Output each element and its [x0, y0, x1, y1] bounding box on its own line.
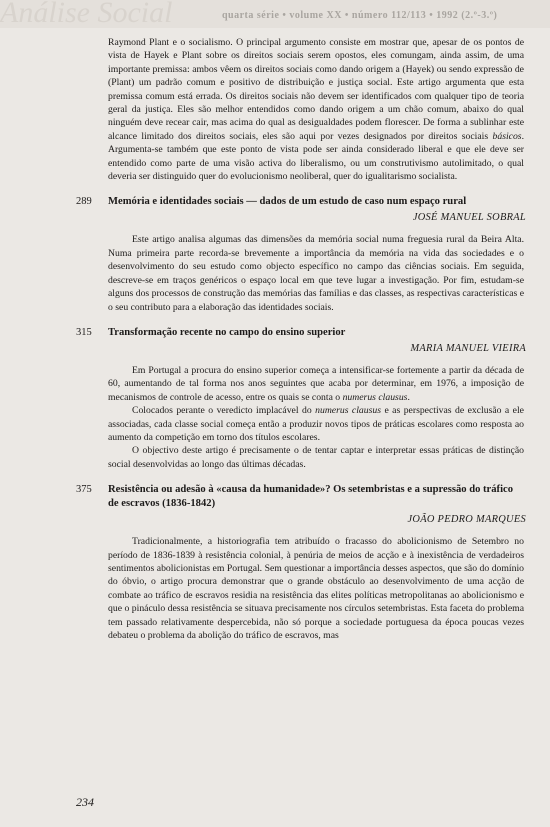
running-head: quarta série • volume XX • número 112/113 • 1992 (2.º-3.º) [222, 10, 498, 21]
article-title: Transformação recente no campo do ensino superior [108, 326, 346, 338]
intro-paragraph: Raymond Plant e o socialismo. O principal argumento consiste em mostrar que, apesar de os pontos de vista de Hayek e Plant sobre os direitos sociais serem opostos, eles comungam, ainda assim, de uma importante premissa: ambos vêem os direitos sociais como dando origem a (Hayek) ou sendo expressão de (Plant) um padrão comum e positivo de distribuição e justiça social. Este artigo argumenta que esta premissa comum está errada. Os direitos sociais não devem ser identificados com qualquer tipo de teoria geral da justiça. Eles são melhor entendidos como dando origem a um chão comum, abaixo do qual ninguém deve recear cair, mas acima do qual as desigualdades podem florescer. De forma a sublinhar este alcance limitado dos direitos sociais, eles são aqui por vezes designados por direitos sociais básicos. Argumenta-se também que este ponto de vista pode ser ainda considerado liberal e que ele deve ser entendido como parte de uma visão activa do liberalismo, ou um construtivismo autolimitado, o qual deveria ser distinguido quer do evolucionismo neoliberal, quer do igualitarismo socialista. [108, 37, 524, 183]
article-abstract: O objectivo deste artigo é precisamente o de tentar captar e interpretar essas práticas de distinção social desenvolvidas ao longo das últimas décadas. [108, 445, 524, 470]
article-entry [0, 195, 550, 313]
folio-page-number: 234 [76, 795, 94, 809]
show-through-text: Análise Social [0, 0, 173, 28]
article-page-number: 315 [76, 326, 92, 338]
article-author: JOÃO PEDRO MARQUES [407, 514, 526, 526]
article-author: MARIA MANUEL VIEIRA [410, 342, 526, 354]
article-abstract: Tradicionalmente, a historiografia tem atribuído o fracasso do abolicionismo de Setembro no período de 1836-1839 à resistência colonial, à penúria de meios de acção e à inexistência de verdadeiros sentimentos abolicionistas em Portugal. Sem questionar a importância desses aspectos, que são do domínio do óbvio, o artigo procura demonstrar que o grande obstáculo ao desenvolvimento de uma acção de combate ao tráfico de escravos residia na resistência das elites políticas metropolitanas ao abolicionismo e que o pináculo dessa resistência se situava precisamente nos círculos setembristas. Esta faceta do problema tem passado relativamente despercebida, não só porque a sociedade portuguesa da época poucas vezes debateu o problema da abolição do tráfico de escravos, mas [108, 536, 524, 641]
article-abstract: Colocados perante o veredicto implacável do numerus clausus e as perspectivas de exclusão a ele associadas, cada classe social começa então a produzir novos tipos de práticas escolares como resposta ao aumento da competição em torno dos títulos escolares. [108, 405, 524, 443]
article-abstract: Este artigo analisa algumas das dimensões da memória social numa freguesia rural da Beira Alta. Numa primeira parte recorda-se brevemente a importância da memória na vida das sociedades e o desenvolvimento do seu estudo como objecto específico no campo das ciências sociais. Em seguida, descreve-se em traços genéricos o espaço local em que teve lugar a investigação. Por fim, estudam-se alguns dos processos de construção das memórias das famílias e das classes, as respectivas características e o seu contributo para a elaboração das identidades sociais. [108, 234, 524, 313]
article-title: Resistência ou adesão à «causa da humanidade»? Os setembristas e a supressão do tráfico de escravos (1836-1842) [108, 484, 514, 510]
article-page-number: 375 [76, 484, 92, 496]
article-page-number: 289 [76, 196, 92, 208]
article-author: JOSÉ MANUEL SOBRAL [412, 212, 526, 224]
running-head-bleed [0, 0, 550, 28]
article-abstract: Em Portugal a procura do ensino superior começa a intensificar-se fortemente a partir da década de 60, aumentando de tal forma nos anos seguintes que acaba por determinar, em 1976, a imposição de mecanismos de controle de acesso, entre os quais se conta o numerus clausus. [108, 364, 524, 403]
article-title: Memória e identidades sociais — dados de um estudo de caso num espaço rural [108, 196, 467, 208]
article-entry [0, 483, 550, 642]
article-entry [0, 326, 550, 471]
page-content [0, 36, 550, 642]
